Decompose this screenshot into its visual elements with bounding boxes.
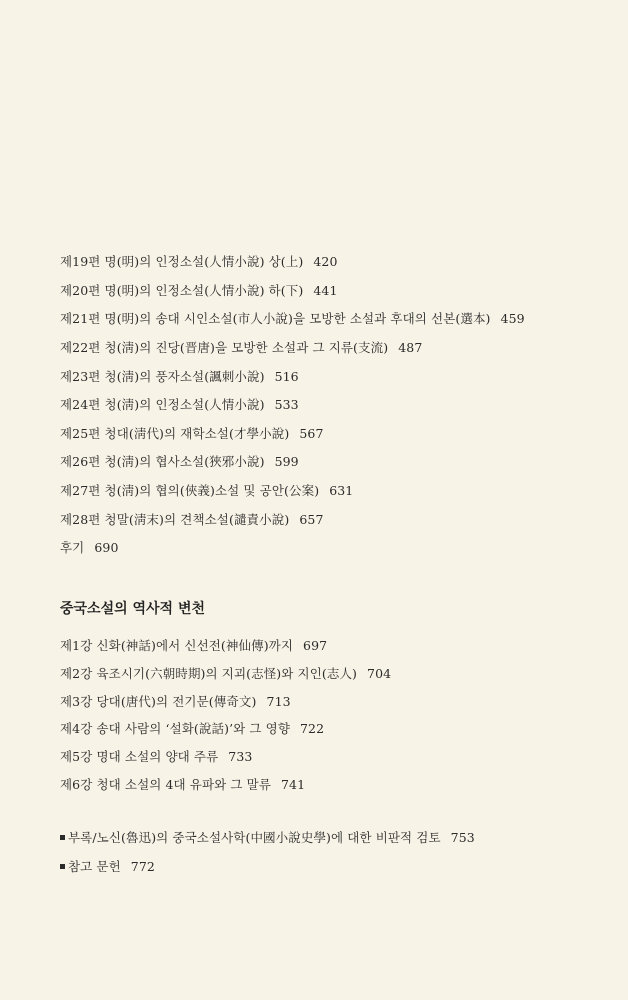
appendix-entry-page: 772 bbox=[130, 859, 155, 874]
toc-entry-page: 516 bbox=[274, 369, 299, 384]
toc-entry-label: 제4강 송대 사람의 ‘설화(說話)’와 그 영향 bbox=[60, 721, 290, 736]
toc-entry-page: 690 bbox=[94, 540, 119, 555]
toc-entry-page: 487 bbox=[398, 340, 423, 355]
square-bullet-icon bbox=[60, 835, 65, 840]
toc-entry bbox=[60, 396, 299, 414]
section-title: 중국소설의 역사적 변천 bbox=[60, 601, 205, 617]
toc-entry bbox=[60, 748, 252, 766]
appendix-entry-page: 753 bbox=[450, 830, 475, 845]
toc-entry-label: 제19편 명(明)의 인정소설(人情小說) 상(上) bbox=[60, 254, 304, 269]
toc-entry-page: 567 bbox=[299, 426, 324, 441]
appendix-entry-label: 부록/노신(魯迅)의 중국소설사학(中國小說史學)에 대한 비판적 검토 bbox=[68, 830, 441, 845]
toc-entry-label: 제5강 명대 소설의 양대 주류 bbox=[60, 749, 219, 764]
toc-entry bbox=[60, 693, 291, 711]
appendix-entry-label: 참고 문헌 bbox=[68, 859, 121, 874]
toc-entry-page: 713 bbox=[266, 694, 291, 709]
toc-entry bbox=[60, 776, 305, 794]
toc-entry bbox=[60, 310, 525, 328]
toc-entry-page: 631 bbox=[329, 483, 354, 498]
toc-entry bbox=[60, 665, 391, 683]
toc-entry-label: 제3강 당대(唐代)의 전기문(傳奇文) bbox=[60, 694, 257, 709]
appendix-entry bbox=[60, 829, 475, 847]
toc-entry-label: 제2강 육조시기(六朝時期)의 지괴(志怪)와 지인(志人) bbox=[60, 666, 358, 681]
toc-entry-label: 제27편 청(淸)의 협의(俠義)소설 및 공안(公案) bbox=[60, 483, 320, 498]
toc-entry-label: 제23편 청(淸)의 풍자소설(諷刺小說) bbox=[60, 369, 265, 384]
appendix-entry bbox=[60, 858, 155, 876]
toc-entry bbox=[60, 282, 338, 300]
toc-entry-label: 제26편 청(淸)의 협사소설(狹邪小說) bbox=[60, 454, 265, 469]
toc-entry-label: 후기 bbox=[60, 540, 85, 555]
toc-entry-label: 제6강 청대 소설의 4대 유파와 그 말류 bbox=[60, 777, 271, 792]
toc-entry-page: 441 bbox=[313, 283, 338, 298]
toc-entry bbox=[60, 339, 422, 357]
toc-entry-page: 657 bbox=[299, 512, 324, 527]
toc-entry bbox=[60, 453, 299, 471]
toc-entry bbox=[60, 637, 327, 655]
toc-entry bbox=[60, 425, 324, 443]
toc-entry-page: 459 bbox=[500, 311, 525, 326]
toc-entry-page: 722 bbox=[300, 721, 325, 736]
toc-entry-label: 제21편 명(明)의 송대 시인소설(市人小說)을 모방한 소설과 후대의 선본(選本) bbox=[60, 311, 491, 326]
toc-entry bbox=[60, 253, 338, 271]
toc-entry bbox=[60, 511, 324, 529]
toc-entry-page: 741 bbox=[281, 777, 306, 792]
toc-entry-page: 599 bbox=[274, 454, 299, 469]
toc-entry-label: 제1강 신화(神話)에서 신선전(神仙傳)까지 bbox=[60, 638, 294, 653]
toc-entry bbox=[60, 368, 299, 386]
toc-entry-label: 제22편 청(淸)의 진당(晋唐)을 모방한 소설과 그 지류(支流) bbox=[60, 340, 389, 355]
toc-entry-label: 제25편 청대(淸代)의 재학소설(才學小說) bbox=[60, 426, 290, 441]
toc-entry-page: 420 bbox=[313, 254, 338, 269]
square-bullet-icon bbox=[60, 864, 65, 869]
toc-entry-label: 제24편 청(淸)의 인정소설(人情小說) bbox=[60, 397, 265, 412]
toc-entry-page: 697 bbox=[303, 638, 328, 653]
toc-entry bbox=[60, 539, 119, 557]
toc-entry-page: 533 bbox=[274, 397, 299, 412]
toc-entry-page: 733 bbox=[228, 749, 253, 764]
toc-entry bbox=[60, 482, 353, 500]
toc-entry-label: 제20편 명(明)의 인정소설(人情小說) 하(下) bbox=[60, 283, 304, 298]
toc-entry-label: 제28편 청말(淸末)의 견책소설(譴責小說) bbox=[60, 512, 290, 527]
toc-entry bbox=[60, 720, 324, 738]
toc-entry-page: 704 bbox=[367, 666, 392, 681]
